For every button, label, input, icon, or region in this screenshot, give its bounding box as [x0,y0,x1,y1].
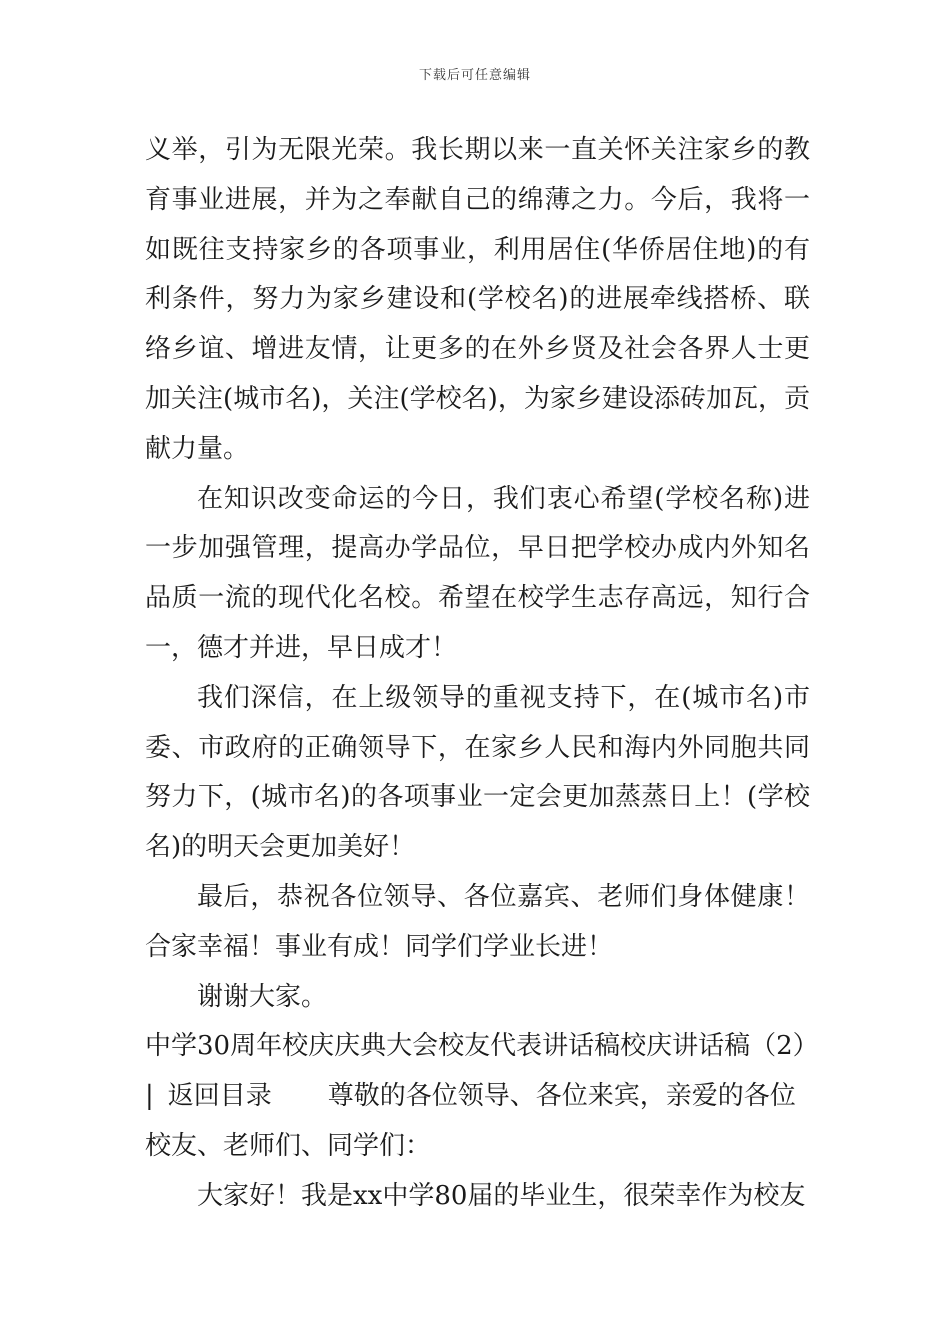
paragraph-intro: 大家好！我是xx中学80届的毕业生，很荣幸作为校友 [197,1180,806,1211]
greeting-text: 尊敬的各位领导、各位来宾，亲爱的各位 [327,1081,796,1112]
back-to-toc-link[interactable]: 返回目录 [167,1081,272,1112]
greeting-continuation: 校友、老师们、同学们： [145,1130,432,1161]
paragraph-thanks: 谢谢大家。 [197,981,328,1012]
paragraph-wishes: 最后，恭祝各位领导、各位嘉宾、老师们身体健康！合家幸福！事业有成！同学们学业长进！ [145,881,810,962]
page-header: 下载后可任意编辑 [418,68,531,83]
section-title: 中学30周年校庆庆典大会校友代表讲话稿校庆讲话稿（2） [145,1031,819,1062]
document-body [145,126,819,1222]
paragraph-hope: 在知识改变命运的今日，我们衷心希望(学校名称)进一步加强管理，提高办学品位，早日把学校办成内外知名品质一流的现代化名校。希望在校学生志存高远，知行合一，德才并进，早日成才！ [145,483,810,663]
section-nav-line [145,1072,810,1122]
paragraph-continuation: 义举，引为无限光荣。我长期以来一直关怀关注家乡的教育事业进展，并为之奉献自己的绵薄之力。今后，我将一如既往支持家乡的各项事业，利用居住(华侨居住地)的有利条件，努力为家乡建设和(学校名)的进展牵线搭桥、联络乡谊、增进友情，让更多的在外乡贤及社会各界人士更加关注(城市名)，关注(学校名)，为家乡建设添砖加瓦，贡献力量。 [145,135,810,464]
paragraph-belief: 我们深信，在上级领导的重视支持下，在(城市名)市委、市政府的正确领导下，在家乡人民和海内外同胞共同努力下，(城市名)的各项事业一定会更加蒸蒸日上！(学校名)的明天会更加美好！ [145,682,810,863]
divider-bar: | [145,1081,154,1112]
